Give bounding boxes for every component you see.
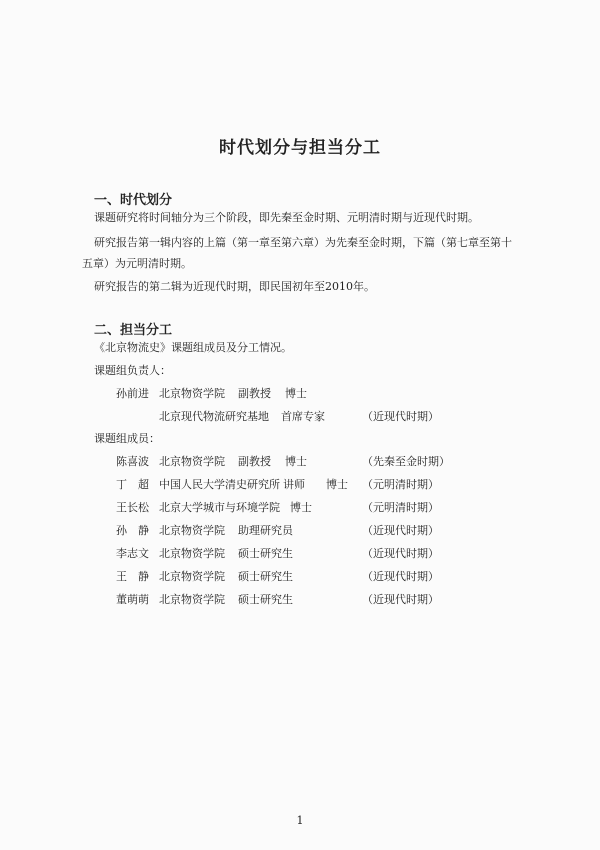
leader-org: 北京物资学院 — [159, 387, 225, 400]
leader-degree: 博士 — [285, 387, 307, 400]
member-org: 中国人民大学清史研究所 — [159, 478, 280, 491]
member-org: 北京物资学院 — [159, 547, 225, 560]
member-row — [0, 500, 600, 516]
member-row — [0, 592, 600, 608]
member-title: 硕士研究生 — [238, 547, 293, 560]
section1-paragraph-3: 研究报告的第二辑为近现代时期，即民国初年至2010年。 — [94, 280, 375, 293]
member-degree: 博士 — [285, 455, 307, 468]
section1-heading: 一、时代划分 — [94, 193, 173, 208]
leader-row-2 — [0, 409, 600, 425]
member-row — [0, 569, 600, 585]
page-number: 1 — [296, 814, 304, 827]
member-degree: 博士 — [326, 478, 348, 491]
member-org: 北京物资学院 — [159, 570, 225, 583]
member-title: 硕士研究生 — [238, 593, 293, 606]
member-period: （近现代时期） — [362, 570, 439, 583]
member-title: 讲师 — [283, 478, 305, 491]
member-row — [0, 523, 600, 539]
page-title: 时代划分与担当分工 — [219, 138, 381, 158]
member-period: （先秦至金时期） — [362, 455, 450, 468]
leader-org-2: 北京现代物流研究基地 — [159, 410, 269, 423]
member-period: （近现代时期） — [362, 524, 439, 537]
member-title: 副教授 — [238, 455, 271, 468]
member-row — [0, 546, 600, 562]
section2-intro: 《北京物流史》课题组成员及分工情况。 — [94, 341, 292, 354]
member-name: 王长松 — [116, 501, 149, 514]
member-period: （元明清时期） — [362, 478, 439, 491]
leader-period: （近现代时期） — [362, 410, 439, 423]
member-name: 王 静 — [116, 570, 149, 583]
member-title: 助理研究员 — [238, 524, 293, 537]
members-label: 课题组成员： — [94, 432, 160, 445]
member-name: 陈喜波 — [116, 455, 149, 468]
section1-paragraph-1: 课题研究将时间轴分为三个阶段，即先秦至金时期、元明清时期与近现代时期。 — [94, 211, 479, 224]
member-org: 北京物资学院 — [159, 455, 225, 468]
member-row — [0, 477, 600, 493]
section2-heading: 二、担当分工 — [94, 323, 173, 338]
leader-title-2: 首席专家 — [281, 410, 325, 423]
member-period: （近现代时期） — [362, 547, 439, 560]
leader-title: 副教授 — [238, 387, 271, 400]
member-name: 董萌萌 — [116, 593, 149, 606]
member-org: 北京大学城市与环境学院 — [159, 501, 280, 514]
member-org: 北京物资学院 — [159, 593, 225, 606]
member-name: 李志文 — [116, 547, 149, 560]
member-row — [0, 454, 600, 470]
section1-paragraph-2-line-2: 五章）为元明清时期。 — [82, 257, 192, 270]
leader-label: 课题组负责人： — [94, 364, 171, 377]
member-name: 孙 静 — [116, 524, 149, 537]
leader-row-1 — [0, 386, 600, 402]
member-name: 丁 超 — [116, 478, 149, 491]
leader-name: 孙前进 — [116, 387, 149, 400]
member-period: （元明清时期） — [362, 501, 439, 514]
member-title: 博士 — [290, 501, 312, 514]
member-period: （近现代时期） — [362, 593, 439, 606]
member-title: 硕士研究生 — [238, 570, 293, 583]
section1-paragraph-2-line-1: 研究报告第一辑内容的上篇（第一章至第六章）为先秦至金时期，下篇（第七章至第十 — [94, 236, 512, 249]
member-org: 北京物资学院 — [159, 524, 225, 537]
